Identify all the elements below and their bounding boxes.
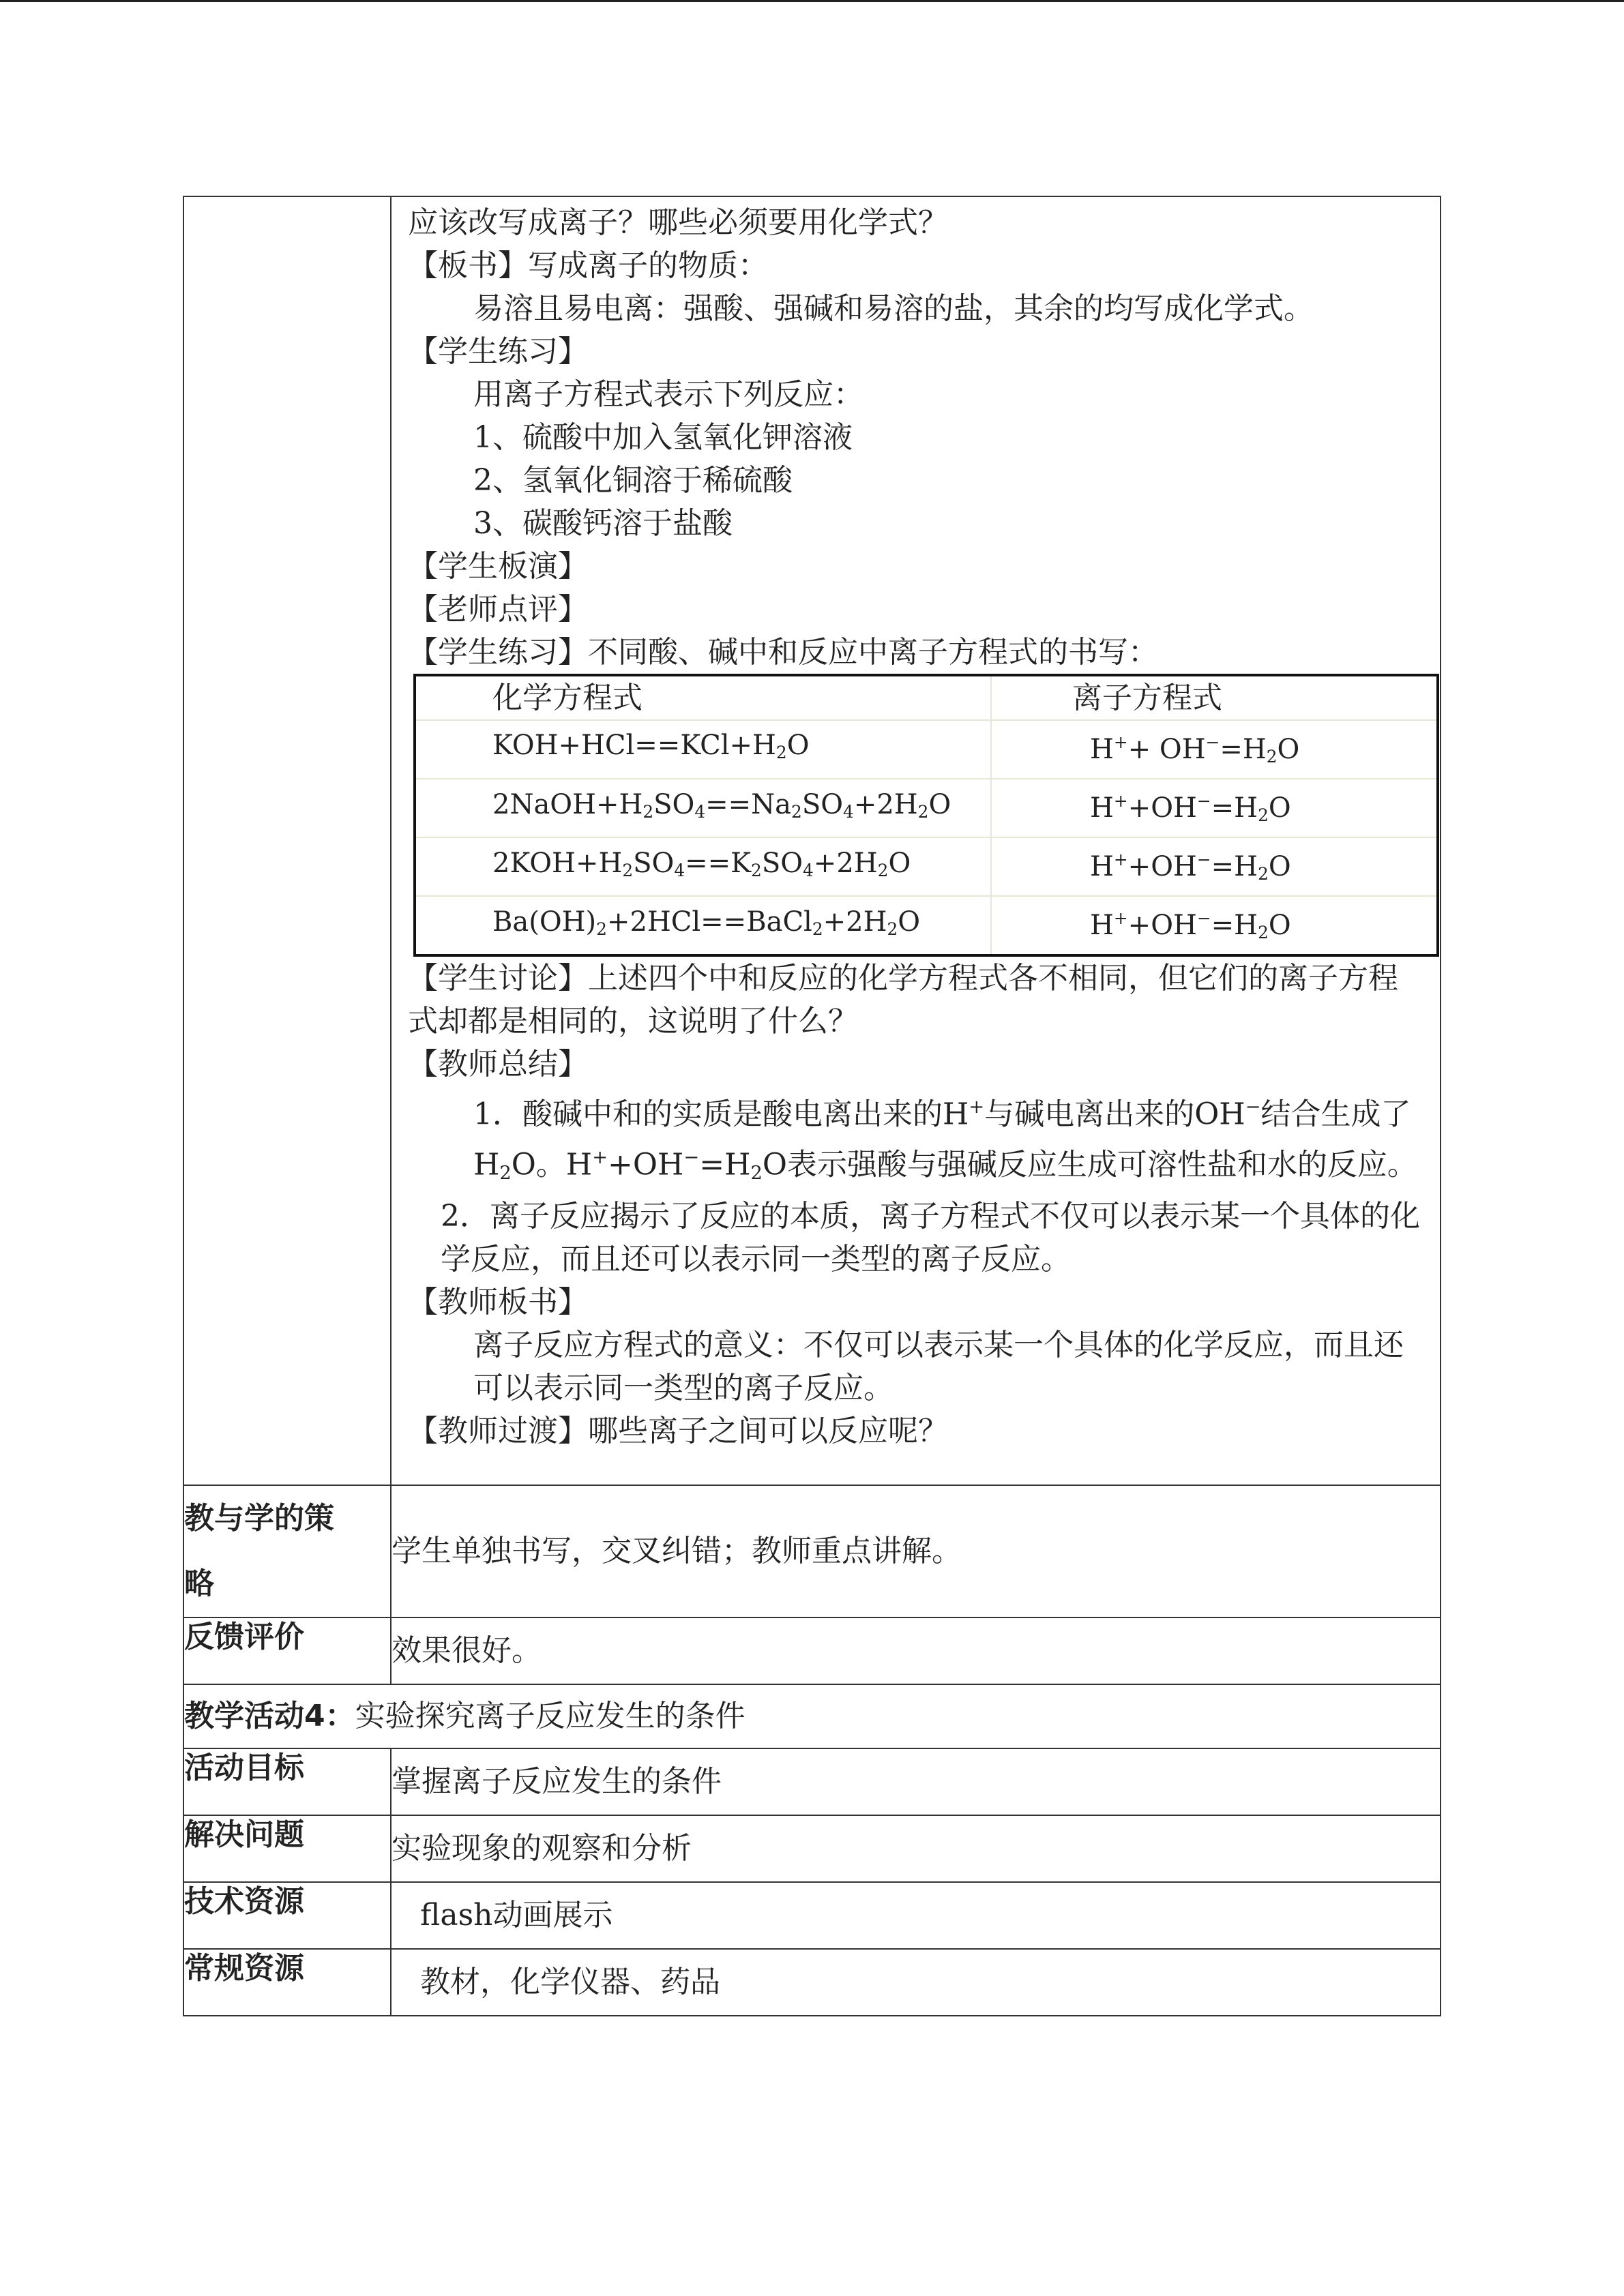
section-heading: 【学生练习】不同酸、碱中和反应中离子方程式的书写： xyxy=(408,635,1158,670)
board-text: 离子反应方程式的意义：不仅可以表示某一个具体的化学反应，而且还可以表示同一类型的离子反应。 xyxy=(473,1327,1404,1405)
chem-equation: $KOH+HCl==KCl+H_2O$ xyxy=(415,720,991,779)
ion-equation-header: 离子方程式 xyxy=(991,675,1438,720)
problem-value: 实验现象的观察和分析 xyxy=(391,1815,1441,1882)
tech-label: 技术资源 xyxy=(183,1882,391,1949)
section-heading: 【老师点评】 xyxy=(408,592,588,627)
exercise-item: 1、硫酸中加入氢氧化钾溶液 xyxy=(473,420,853,455)
section-heading: 【教师总结】 xyxy=(408,1047,588,1082)
student-discussion: 【学生讨论】上述四个中和反应的化学方程式各不相同，但它们的离子方程式却都是相同的，这说明了什么？ xyxy=(408,961,1398,1039)
section-heading: 【学生板演】 xyxy=(408,549,588,584)
summary-point-1: 1．酸碱中和的实质是酸电离出来的H+与碱电离出来的OH−结合生成了$H_2O$。$H^++OH^-=H_2O$表示强酸与强碱反应生成可溶性盐和水的反应。 xyxy=(473,1097,1417,1184)
feedback-value: 效果很好。 xyxy=(391,1617,1441,1684)
equation-row xyxy=(415,779,1438,837)
activity-row xyxy=(183,1684,1441,1748)
process-row xyxy=(183,196,1441,1485)
strategy-label: 教与学的策 略 xyxy=(183,1485,391,1617)
equation-table-header xyxy=(415,675,1438,720)
problem-label: 解决问题 xyxy=(183,1815,391,1882)
goal-row xyxy=(183,1748,1441,1815)
goal-label: 活动目标 xyxy=(183,1748,391,1815)
process-line: 易溶且易电离：强酸、强碱和易溶的盐，其余的均写成化学式。 xyxy=(473,291,1314,326)
page-top-border xyxy=(0,0,1624,2)
tech-row xyxy=(183,1882,1441,1949)
ion-equation: $H^++OH^-=H_2O$ xyxy=(991,837,1438,896)
lesson-plan-table xyxy=(183,196,1441,2016)
process-content-cell xyxy=(391,196,1441,1485)
teacher-transition: 【教师过渡】哪些离子之间可以反应呢？ xyxy=(408,1413,948,1448)
board-note: 【板书】写成离子的物质： xyxy=(408,248,768,283)
regular-row xyxy=(183,1949,1441,2016)
feedback-label: 反馈评价 xyxy=(183,1617,391,1684)
goal-value: 掌握离子反应发生的条件 xyxy=(391,1748,1441,1815)
process-line: 应该改写成离子？哪些必须要用化学式？ xyxy=(408,205,948,240)
ion-equation: $H^++ OH^-=H_2O$ xyxy=(991,720,1438,779)
tech-value: flash动画展示 xyxy=(391,1882,1441,1949)
exercise-item: 2、氢氧化铜溶于稀硫酸 xyxy=(473,463,793,498)
exercise-item: 3、碳酸钙溶于盐酸 xyxy=(473,506,733,541)
process-line: 用离子方程式表示下列反应： xyxy=(473,377,863,412)
chem-equation: $2NaOH+H_2SO_4==Na_2SO_4+2H_2O$ xyxy=(415,779,991,837)
feedback-row xyxy=(183,1617,1441,1684)
regular-label: 常规资源 xyxy=(183,1949,391,2016)
activity-title: 教学活动4：实验探究离子反应发生的条件 xyxy=(183,1684,1441,1748)
strategy-row xyxy=(183,1485,1441,1617)
ion-equation: $H^++OH^-=H_2O$ xyxy=(991,896,1438,955)
strategy-value: 学生单独书写，交叉纠错；教师重点讲解。 xyxy=(391,1485,1441,1617)
equation-row xyxy=(415,896,1438,955)
summary-point-2: 2．离子反应揭示了反应的本质，离子方程式不仅可以表示某一个具体的化学反应，而且还可以表示同一类型的离子反应。 xyxy=(441,1198,1420,1277)
process-label-cell xyxy=(183,196,391,1485)
ion-equation: $H^++OH^-=H_2O$ xyxy=(991,779,1438,837)
equation-table xyxy=(413,674,1439,957)
equation-row xyxy=(415,837,1438,896)
section-heading: 【学生练习】 xyxy=(408,334,588,369)
section-heading: 【教师板书】 xyxy=(408,1284,588,1320)
chem-equation: $2KOH+H_2SO_4==K_2SO_4+2H_2O$ xyxy=(415,837,991,896)
problem-row xyxy=(183,1815,1441,1882)
equation-row xyxy=(415,720,1438,779)
regular-value: 教材，化学仪器、药品 xyxy=(391,1949,1441,2016)
chem-equation: $Ba(OH)_2+2HCl==BaCl_2+2H_2O$ xyxy=(415,896,991,955)
chem-equation-header: 化学方程式 xyxy=(415,675,991,720)
